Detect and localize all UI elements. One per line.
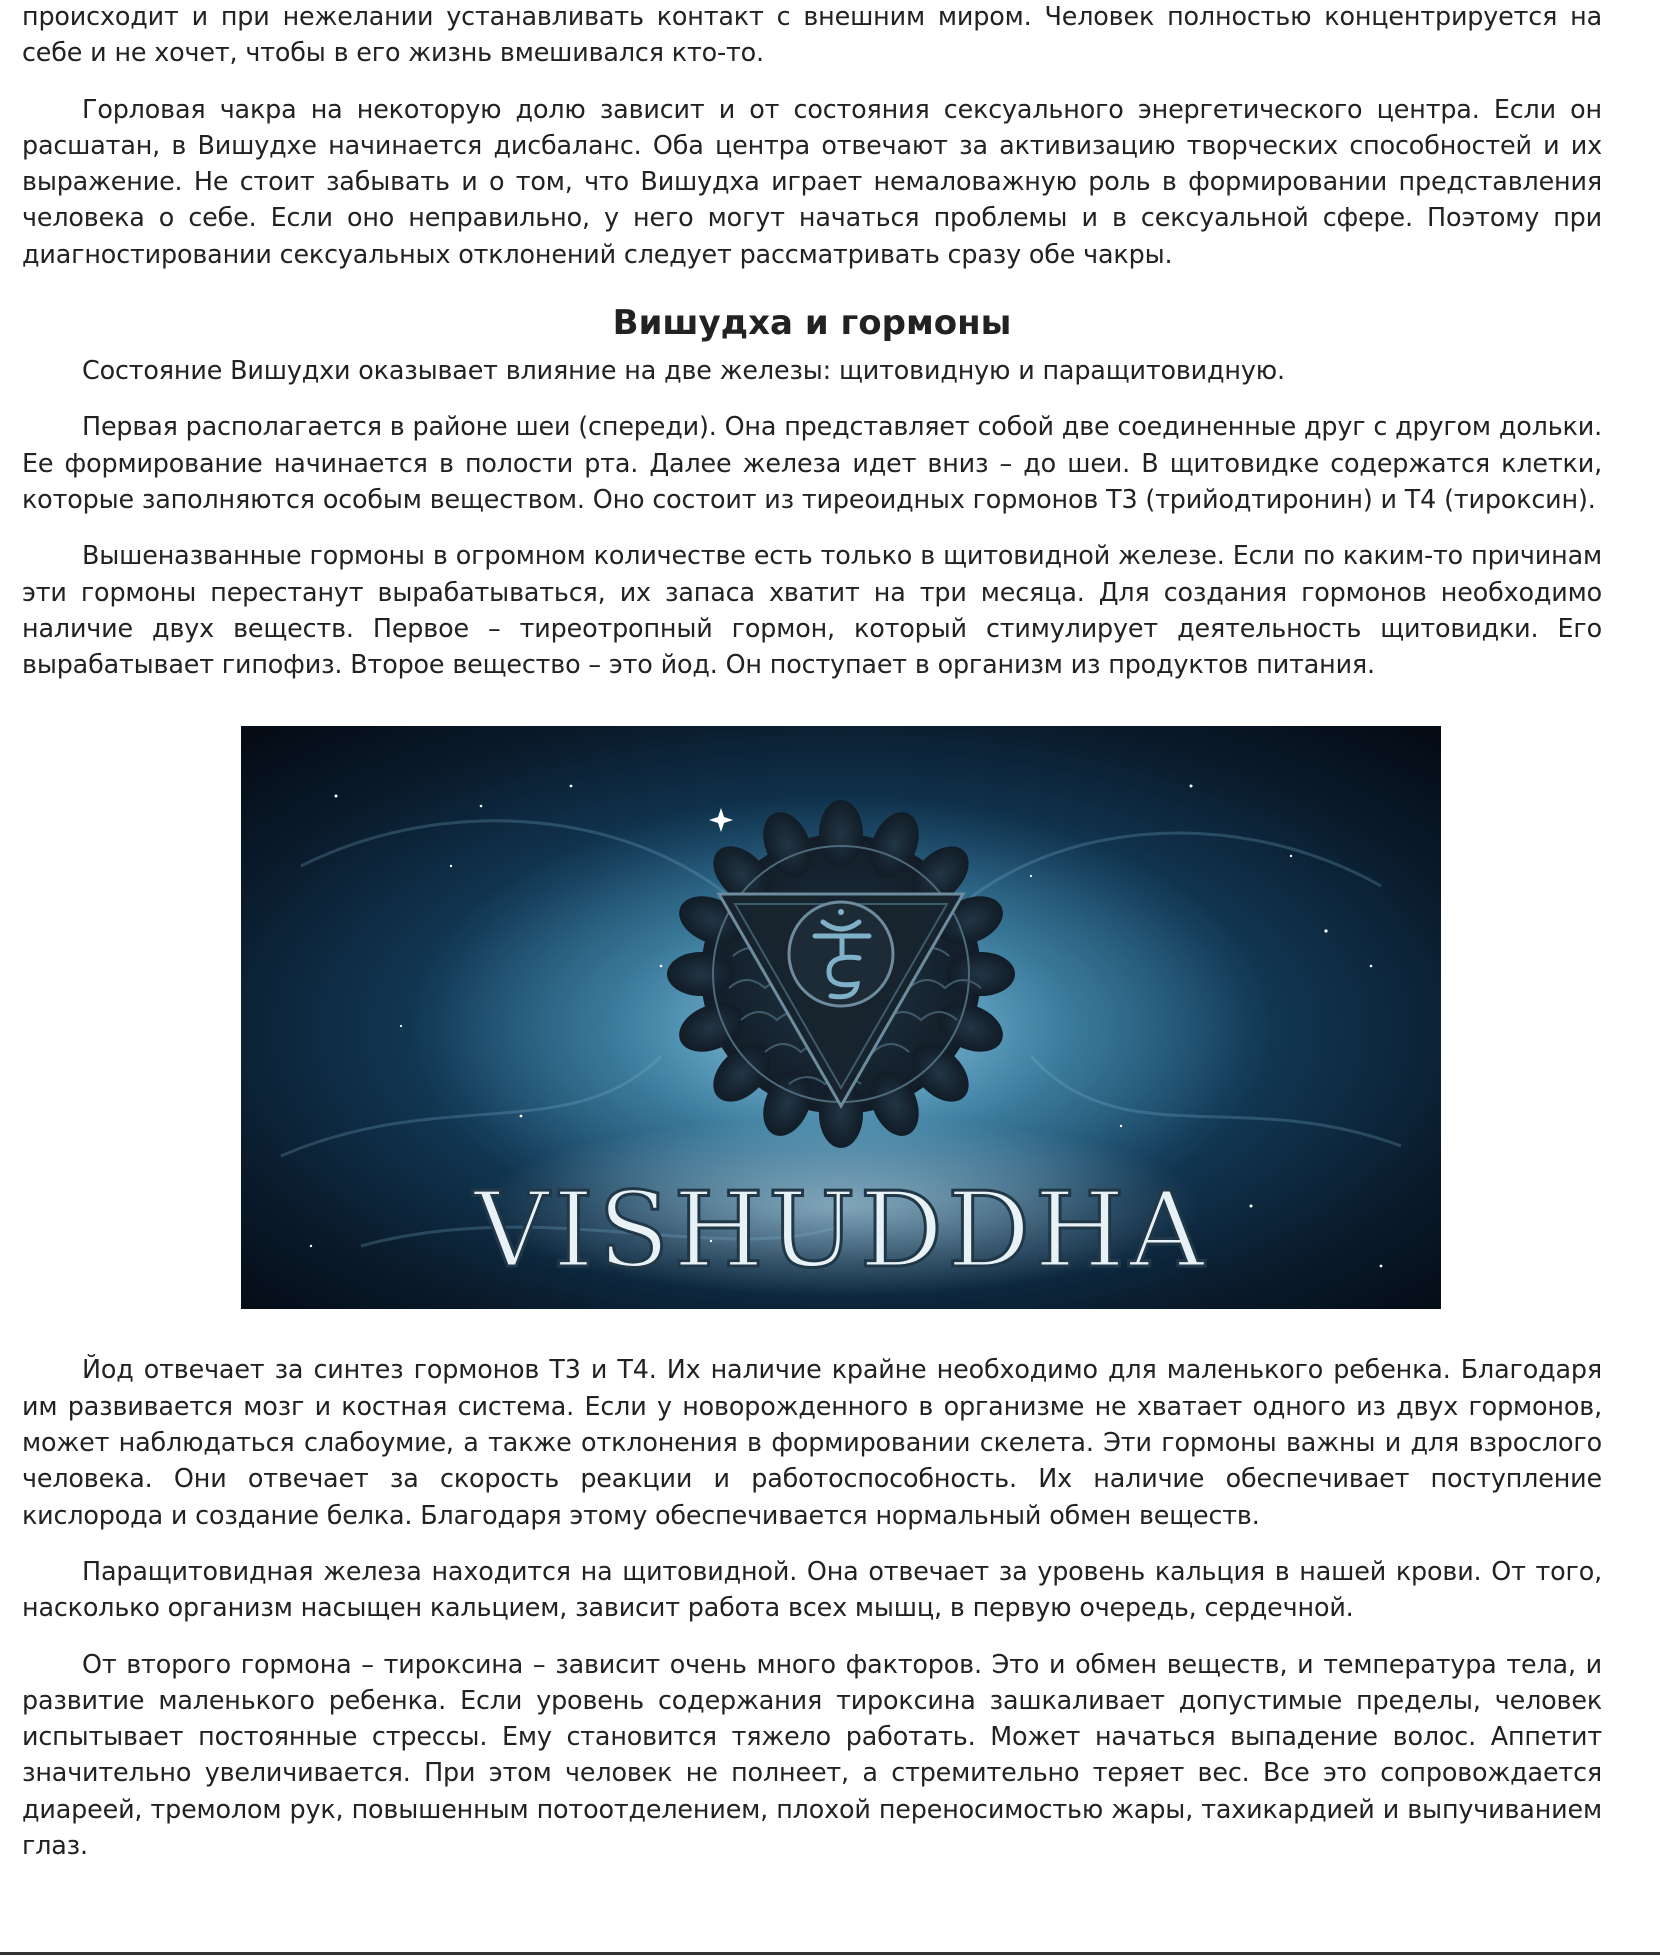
section-heading: Вишудха и гормоны (612, 303, 1012, 344)
paragraph-intro: происходит и при нежелании устанавливать контакт с внешним миром. Человек полностью концентрируется на себе и не хочет, чтобы в его жизнь вмешивался кто-то. (22, 1, 1602, 68)
paragraph-iodine: Йод отвечает за синтез гормонов Т3 и Т4. Их наличие крайне необходимо для маленького ребенка. Благодаря им развивается мозг и костная система. Если у новорожденного в организме не хватает одного из двух гормонов, может наблюдаться слабоумие, а также отклонения в формировании скелета. Эти гормоны важны и для взрослого человека. Они отвечает за скорость реакции и работоспособность. Их наличие обеспечивает поступление кислорода и создание белка. Благодаря этому обеспечивается нормальный обмен веществ. (22, 1354, 1602, 1530)
paragraph-throat-chakra: Горловая чакра на некоторую долю зависит и от состояния сексуального энергетического центра. Если он расшатан, в Вишудхе начинается дисбаланс. Оба центра отвечают за активизацию творческих способностей и их выражение. Не стоит забывать и о том, что Вишудха играет немаловажную роль в формировании представления человека о себе. Если оно неправильно, у него могут начаться проблемы и в сексуальной сфере. Поэтому при диагностировании сексуальных отклонений следует рассматривать сразу обе чакры. (22, 93, 1602, 269)
paragraph-first-gland: Первая располагается в районе шеи (спереди). Она представляет собой две соединенные друг с другом дольки. Ее формирование начинается в полости рта. Далее железа идет вниз – до шеи. В щитовидке содержатся клетки, которые заполняются особым веществом. Оно состоит из тиреоидных гормонов Т3 (трийодтиронин) и Т4 (тироксин). (22, 411, 1602, 514)
vishuddha-illustration (241, 726, 1441, 1309)
vishuddha-caption: VISHUDDHA (473, 1169, 1209, 1292)
page-bottom-divider (0, 1952, 1660, 1955)
chakra-mandala (667, 800, 1015, 1148)
paragraph-hormones: Вышеназванные гормоны в огромном количестве есть только в щитовидной железе. Если по каким-то причинам эти гормоны перестанут вырабатываться, их запаса хватит на три месяца. Для создания гормонов необходимо наличие двух веществ. Первое – тиреотропный гормон, который стимулирует деятельность щитовидки. Его вырабатывает гипофиз. Второе вещество – это йод. Он поступает в организм из продуктов питания. (22, 540, 1602, 680)
paragraph-glands: Состояние Вишудхи оказывает влияние на две железы: щитовидную и паращитовидную. (82, 355, 1285, 386)
paragraph-thyroxine: От второго гормона – тироксина – зависит очень много факторов. Это и обмен веществ, и температура тела, и развитие маленького ребенка. Если уровень содержания тироксина зашкаливает допустимые пределы, человек испытывает постоянные стрессы. Ему становится тяжело работать. Может начаться выпадение волос. Аппетит значительно увеличивается. При этом человек не полнеет, а стремительно теряет вес. Все это сопровождается диареей, тремолом рук, повышенным потоотделением, плохой переносимостью жары, тахикардией и выпучиванием глаз. (22, 1648, 1602, 1861)
paragraph-parathyroid: Паращитовидная железа находится на щитовидной. Она отвечает за уровень кальция в нашей крови. От того, насколько организм насыщен кальцием, зависит работа всех мышц, в первую очередь, сердечной. (22, 1555, 1602, 1623)
vishuddha-image (241, 726, 1441, 1309)
